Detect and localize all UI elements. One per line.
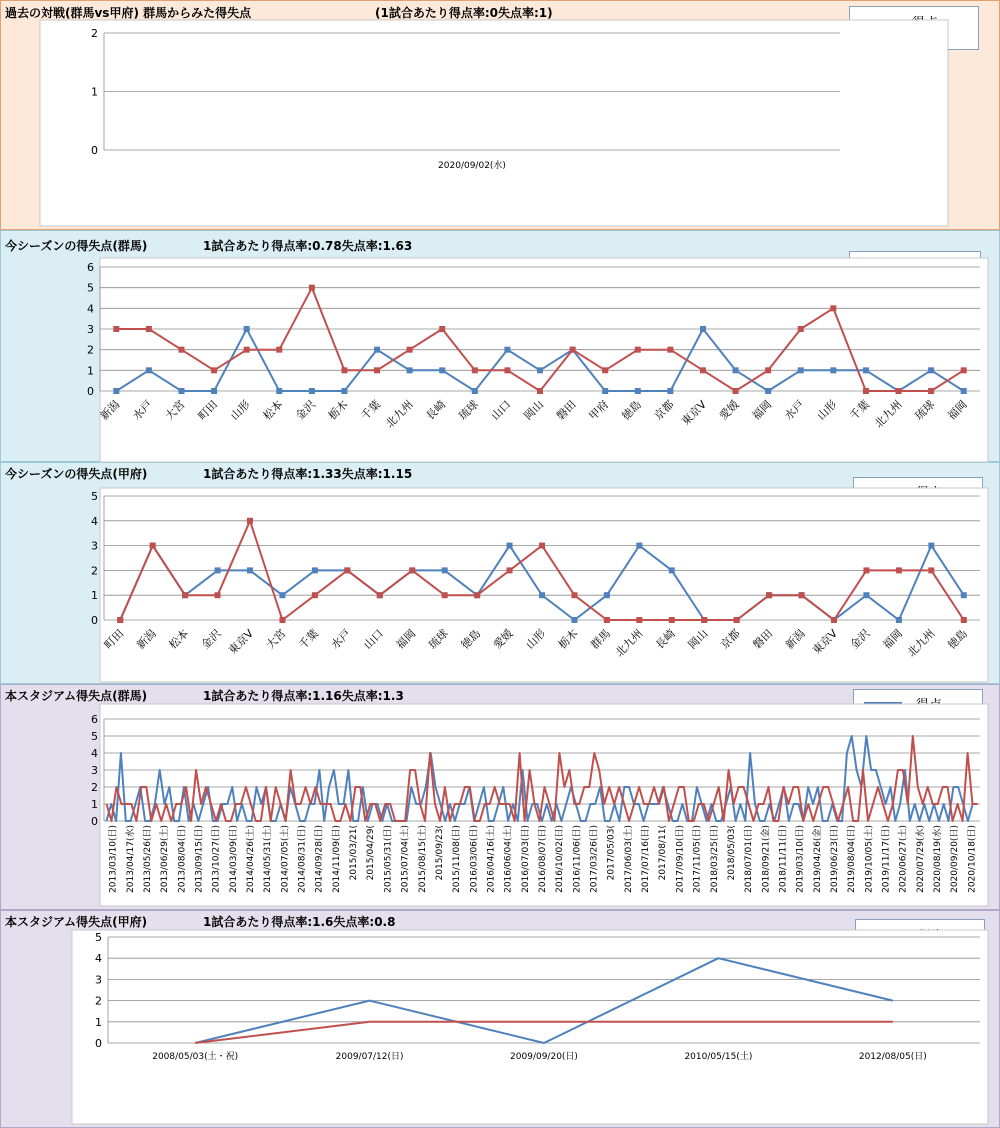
x-tick-label: 京都 bbox=[718, 626, 743, 652]
y-tick-label: 0 bbox=[91, 144, 98, 157]
x-tick-label: 愛媛 bbox=[490, 626, 516, 652]
x-tick-label: 2018/03/25(日) bbox=[709, 825, 720, 893]
data-point-score bbox=[309, 388, 315, 394]
x-tick-label: 岡山 bbox=[685, 626, 711, 652]
x-tick-label: 2017/05/03( bbox=[606, 825, 617, 881]
x-tick-label: 2013/03/10(日) bbox=[108, 825, 119, 893]
x-tick-label: 磐田 bbox=[750, 626, 776, 652]
x-tick-label: 北九州 bbox=[872, 397, 905, 431]
panel-title: 本スタジアム得失点(甲府) bbox=[5, 915, 148, 929]
x-tick-label: 山形 bbox=[814, 397, 840, 423]
x-tick-label: 2016/03/06(日) bbox=[469, 825, 480, 893]
data-point-concede bbox=[571, 592, 577, 598]
x-tick-label: 徳島 bbox=[458, 626, 484, 652]
chart-1 bbox=[87, 258, 988, 462]
data-point-score bbox=[407, 367, 413, 373]
x-tick-label: 北九州 bbox=[383, 397, 416, 431]
x-tick-label: 群馬 bbox=[588, 626, 614, 652]
data-point-concede bbox=[504, 367, 510, 373]
y-tick-label: 4 bbox=[87, 302, 94, 316]
data-point-concede bbox=[928, 567, 934, 573]
y-tick-label: 2 bbox=[95, 994, 102, 1008]
chart-2 bbox=[91, 488, 988, 682]
x-tick-label: 2016/10/02(日) bbox=[555, 825, 566, 893]
data-point-score bbox=[244, 326, 250, 332]
panel-rate: 1試合あたり得点率:0.78失点率:1.63 bbox=[203, 239, 413, 253]
x-tick-label: 千葉 bbox=[358, 397, 384, 423]
data-point-concede bbox=[961, 367, 967, 373]
x-tick-label: 2015/04/29( bbox=[366, 825, 377, 881]
data-point-score bbox=[896, 617, 902, 623]
data-point-concede bbox=[896, 567, 902, 573]
x-tick-label: 栃木 bbox=[555, 626, 581, 652]
data-point-score bbox=[604, 592, 610, 598]
x-tick-label: 2009/07/12(日) bbox=[335, 1052, 404, 1062]
data-point-score bbox=[178, 388, 184, 394]
y-tick-label: 0 bbox=[95, 1037, 102, 1050]
data-point-score bbox=[798, 367, 804, 373]
x-tick-label: 2009/09/20(日) bbox=[510, 1052, 578, 1062]
data-point-concede bbox=[215, 592, 221, 598]
data-point-concede bbox=[341, 367, 347, 373]
x-tick-label: 2015/07/04(土) bbox=[400, 825, 411, 893]
data-point-score bbox=[507, 543, 513, 549]
x-tick-label: 2012/08/05(日) bbox=[858, 1052, 927, 1062]
data-point-concede bbox=[442, 592, 448, 598]
y-tick-label: 5 bbox=[91, 490, 98, 503]
data-point-score bbox=[211, 388, 217, 394]
x-tick-label: 琉球 bbox=[456, 397, 481, 423]
data-point-score bbox=[537, 367, 543, 373]
data-point-concede bbox=[276, 347, 282, 353]
x-tick-label: 山形 bbox=[523, 626, 549, 652]
y-tick-label: 4 bbox=[95, 952, 102, 966]
data-point-score bbox=[539, 592, 545, 598]
y-tick-label: 0 bbox=[91, 614, 98, 627]
x-tick-label: 2015/11/08(日) bbox=[452, 825, 463, 893]
chart-4 bbox=[72, 930, 988, 1124]
data-point-concede bbox=[669, 617, 675, 623]
x-tick-label: 松本 bbox=[260, 397, 286, 423]
y-tick-label: 1 bbox=[95, 1015, 102, 1029]
x-tick-label: 2016/11/06(日) bbox=[572, 825, 583, 893]
x-tick-label: 琉球 bbox=[426, 626, 451, 652]
panel-rate: 1試合あたり得点率:1.6失点率:0.8 bbox=[203, 915, 396, 929]
data-point-score bbox=[276, 388, 282, 394]
x-tick-label: 徳島 bbox=[619, 397, 644, 423]
data-point-concede bbox=[766, 592, 772, 598]
x-tick-label: 2017/07/16(日) bbox=[641, 825, 652, 893]
x-tick-label: 福岡 bbox=[880, 626, 906, 652]
data-point-concede bbox=[117, 617, 123, 623]
data-point-concede bbox=[539, 543, 545, 549]
data-point-score bbox=[667, 388, 673, 394]
x-tick-label: 2020/07/29(水) bbox=[915, 825, 926, 893]
panel-title: 今シーズンの得失点(甲府) bbox=[5, 467, 148, 481]
x-tick-label: 2018/07/01(日) bbox=[744, 825, 755, 893]
y-tick-label: 4 bbox=[91, 747, 98, 760]
y-tick-label: 0 bbox=[87, 385, 94, 398]
y-tick-label: 2 bbox=[91, 27, 98, 40]
data-point-score bbox=[635, 388, 641, 394]
data-point-concede bbox=[831, 617, 837, 623]
x-tick-label: 2019/11/17(日) bbox=[881, 825, 892, 893]
y-tick-label: 3 bbox=[91, 539, 98, 553]
data-point-concede bbox=[507, 567, 513, 573]
data-point-concede bbox=[863, 567, 869, 573]
data-point-concede bbox=[146, 326, 152, 332]
y-tick-label: 1 bbox=[91, 85, 98, 99]
x-tick-label: 2018/11/11(日) bbox=[778, 825, 789, 893]
data-point-score bbox=[374, 347, 380, 353]
x-tick-label: 2014/08/31(日) bbox=[297, 825, 308, 893]
data-point-concede bbox=[604, 617, 610, 623]
data-point-concede bbox=[863, 388, 869, 394]
x-tick-label: 2014/03/09(日) bbox=[228, 825, 239, 893]
data-point-score bbox=[928, 543, 934, 549]
panel-rate: 1試合あたり得点率:1.16失点率:1.3 bbox=[203, 689, 404, 703]
y-tick-label: 1 bbox=[91, 798, 98, 811]
x-tick-label: 2020/09/20(日) bbox=[950, 825, 961, 893]
y-tick-label: 1 bbox=[91, 589, 98, 603]
data-point-concede bbox=[636, 617, 642, 623]
data-point-score bbox=[765, 388, 771, 394]
data-point-concede bbox=[211, 367, 217, 373]
x-tick-label: 徳島 bbox=[945, 626, 970, 652]
x-tick-label: 松本 bbox=[166, 626, 192, 652]
x-tick-label: 2018/05/03( bbox=[726, 825, 737, 881]
data-point-concede bbox=[701, 617, 707, 623]
data-point-concede bbox=[635, 347, 641, 353]
data-point-score bbox=[700, 326, 706, 332]
panel-title: 今シーズンの得失点(群馬) bbox=[5, 239, 148, 253]
data-point-concede bbox=[830, 305, 836, 311]
data-point-concede bbox=[734, 617, 740, 623]
data-point-concede bbox=[409, 567, 415, 573]
data-point-concede bbox=[472, 367, 478, 373]
x-tick-label: 2013/06/29(土) bbox=[160, 825, 171, 893]
data-point-concede bbox=[312, 592, 318, 598]
y-tick-label: 5 bbox=[95, 931, 102, 944]
data-point-score bbox=[636, 543, 642, 549]
data-point-concede bbox=[570, 347, 576, 353]
x-tick-label: 福岡 bbox=[393, 626, 419, 652]
data-point-concede bbox=[407, 347, 413, 353]
data-point-concede bbox=[928, 388, 934, 394]
y-tick-label: 6 bbox=[87, 261, 94, 274]
x-tick-label: 2013/04/17(水) bbox=[125, 825, 136, 893]
data-point-score bbox=[669, 567, 675, 573]
x-tick-label: 2015/08/15(土) bbox=[417, 825, 428, 893]
x-tick-label: 2016/08/07(日) bbox=[538, 825, 548, 893]
data-point-concede bbox=[244, 347, 250, 353]
y-tick-label: 0 bbox=[91, 815, 98, 828]
x-tick-label: 山形 bbox=[228, 397, 253, 423]
x-tick-label: 大宮 bbox=[162, 397, 188, 423]
x-tick-label: 2017/08/11( bbox=[658, 825, 669, 881]
data-point-concede bbox=[798, 326, 804, 332]
data-point-score bbox=[504, 347, 510, 353]
chart-3 bbox=[91, 704, 988, 906]
x-tick-label: 2010/05/15(土) bbox=[684, 1052, 753, 1062]
data-point-score bbox=[247, 567, 253, 573]
x-tick-label: 新潟 bbox=[134, 626, 159, 652]
data-point-concede bbox=[765, 367, 771, 373]
x-tick-label: 東京V bbox=[810, 626, 841, 658]
x-tick-label: 北九州 bbox=[612, 626, 646, 660]
x-tick-label: 2014/09/28(日) bbox=[314, 825, 325, 893]
data-point-concede bbox=[700, 367, 706, 373]
panel-title: 過去の対戦(群馬vs甲府) 群馬からみた得失点 bbox=[5, 6, 252, 20]
data-point-score bbox=[571, 617, 577, 623]
data-point-concede bbox=[150, 543, 156, 549]
x-tick-label: 2020/10/18(日) bbox=[967, 825, 978, 893]
data-point-score bbox=[146, 367, 152, 373]
data-point-concede bbox=[309, 285, 315, 291]
y-tick-label: 3 bbox=[91, 764, 98, 777]
x-tick-label: 2017/06/03(土) bbox=[623, 825, 634, 893]
x-tick-label: 2016/04/16(土) bbox=[486, 825, 497, 893]
x-tick-label: 2020/08/19(水) bbox=[933, 825, 944, 893]
x-tick-label: 京都 bbox=[651, 397, 677, 423]
data-point-score bbox=[928, 367, 934, 373]
x-tick-label: 長崎 bbox=[653, 626, 678, 652]
x-tick-label: 2018/09/21(金) bbox=[761, 825, 772, 893]
x-tick-label: 2013/10/27(日) bbox=[211, 825, 222, 893]
y-tick-label: 5 bbox=[87, 281, 94, 295]
y-tick-label: 2 bbox=[91, 564, 98, 578]
data-point-score bbox=[830, 367, 836, 373]
data-point-score bbox=[279, 592, 285, 598]
data-point-concede bbox=[377, 592, 383, 598]
x-tick-label: 金沢 bbox=[847, 626, 873, 652]
x-tick-label: 2013/08/04(日) bbox=[177, 825, 188, 893]
data-point-concede bbox=[896, 388, 902, 394]
data-point-score bbox=[442, 567, 448, 573]
x-tick-label: 水戸 bbox=[130, 397, 156, 423]
data-point-score bbox=[863, 367, 869, 373]
data-point-score bbox=[439, 367, 445, 373]
data-point-concede bbox=[667, 347, 673, 353]
data-point-concede bbox=[178, 347, 184, 353]
data-point-score bbox=[863, 592, 869, 598]
data-point-score bbox=[602, 388, 608, 394]
data-point-concede bbox=[474, 592, 480, 598]
y-tick-label: 2 bbox=[91, 781, 98, 794]
data-point-concede bbox=[344, 567, 350, 573]
x-tick-label: 2008/05/03(土・祝) bbox=[152, 1052, 239, 1062]
x-tick-label: 甲府 bbox=[586, 397, 612, 423]
x-tick-label: 岡山 bbox=[521, 397, 547, 423]
y-tick-label: 6 bbox=[91, 713, 98, 726]
x-tick-label: 2015/09/23( bbox=[434, 825, 445, 881]
data-point-concede bbox=[182, 592, 188, 598]
x-tick-label: 2014/05/31(土) bbox=[263, 825, 274, 893]
data-point-concede bbox=[602, 367, 608, 373]
x-tick-label: 栃木 bbox=[325, 397, 351, 423]
plot-area bbox=[72, 930, 988, 1124]
data-point-concede bbox=[439, 326, 445, 332]
x-tick-label: 福岡 bbox=[749, 397, 775, 423]
x-tick-label: 福岡 bbox=[945, 397, 970, 423]
x-tick-label: 2020/06/27(土) bbox=[898, 825, 909, 893]
x-tick-label: 2015/05/31(日) bbox=[383, 825, 394, 893]
data-point-concede bbox=[374, 367, 380, 373]
data-point-concede bbox=[113, 326, 119, 332]
plot-area bbox=[100, 258, 988, 462]
x-tick-label: 2015/03/21( bbox=[349, 825, 360, 881]
x-tick-label: 2017/09/10(日) bbox=[675, 825, 686, 893]
x-tick-label: 2019/03/10(日) bbox=[795, 825, 806, 893]
x-tick-label: 2016/06/04(土) bbox=[503, 825, 514, 893]
panel-rate: (1試合あたり得点率:0失点率:1) bbox=[375, 6, 553, 20]
data-point-score bbox=[961, 592, 967, 598]
data-point-concede bbox=[247, 518, 253, 524]
y-tick-label: 2 bbox=[87, 343, 94, 357]
x-tick-label: 水戸 bbox=[782, 397, 807, 423]
x-tick-label: 町田 bbox=[195, 397, 221, 423]
x-tick-label: 2019/06/23(日) bbox=[830, 825, 840, 893]
x-tick-label: 東京V bbox=[679, 397, 710, 429]
x-tick-label: 東京V bbox=[226, 626, 257, 658]
x-tick-label: 2017/03/26(日) bbox=[589, 825, 600, 893]
x-tick-label: 2014/07/05(土) bbox=[280, 825, 291, 893]
x-tick-label: 2020/09/02(水) bbox=[438, 161, 506, 171]
x-tick-label: 新潟 bbox=[97, 397, 123, 423]
data-point-concede bbox=[799, 592, 805, 598]
x-tick-label: 2019/10/05(土) bbox=[864, 825, 875, 893]
x-tick-label: 町田 bbox=[101, 626, 127, 652]
data-point-score bbox=[341, 388, 347, 394]
plot-area bbox=[40, 20, 948, 226]
x-tick-label: 北九州 bbox=[904, 626, 938, 660]
x-tick-label: 愛媛 bbox=[716, 397, 742, 423]
data-point-score bbox=[312, 567, 318, 573]
data-point-score bbox=[113, 388, 119, 394]
x-tick-label: 千葉 bbox=[847, 397, 873, 423]
x-tick-label: 2019/08/04(日) bbox=[847, 825, 858, 893]
y-tick-label: 1 bbox=[87, 364, 94, 378]
y-tick-label: 5 bbox=[91, 730, 98, 743]
x-tick-label: 千葉 bbox=[296, 626, 322, 652]
x-tick-label: 2013/09/15(日) bbox=[194, 825, 205, 893]
x-tick-label: 2019/04/26(金) bbox=[812, 825, 823, 893]
x-tick-label: 金沢 bbox=[198, 626, 224, 652]
x-tick-label: 新潟 bbox=[782, 626, 808, 652]
x-tick-label: 山口 bbox=[488, 397, 514, 423]
x-tick-label: 磐田 bbox=[553, 397, 579, 423]
x-tick-label: 2014/11/09(日) bbox=[331, 825, 342, 893]
x-tick-label: 金沢 bbox=[293, 397, 318, 423]
x-tick-label: 長崎 bbox=[423, 397, 449, 423]
x-tick-label: 大宮 bbox=[263, 626, 289, 652]
x-tick-label: 2014/04/26(土) bbox=[246, 825, 256, 893]
x-tick-label: 2016/07/03(日) bbox=[520, 825, 531, 893]
chart-0 bbox=[40, 20, 948, 226]
x-tick-label: 山口 bbox=[361, 626, 386, 652]
data-point-concede bbox=[279, 617, 285, 623]
x-tick-label: 2013/05/26(日) bbox=[142, 825, 153, 893]
data-point-score bbox=[961, 388, 967, 394]
y-tick-label: 4 bbox=[91, 514, 98, 528]
x-tick-label: 琉球 bbox=[912, 397, 938, 423]
panel-title: 本スタジアム得失点(群馬) bbox=[5, 689, 148, 703]
x-tick-label: 2017/11/05(日) bbox=[692, 825, 703, 893]
data-point-score bbox=[215, 567, 221, 573]
panel-rate: 1試合あたり得点率:1.33失点率:1.15 bbox=[203, 467, 413, 481]
data-point-score bbox=[472, 388, 478, 394]
data-point-concede bbox=[537, 388, 543, 394]
data-point-score bbox=[733, 367, 739, 373]
y-tick-label: 3 bbox=[95, 973, 102, 987]
y-tick-label: 3 bbox=[87, 323, 94, 336]
data-point-concede bbox=[733, 388, 739, 394]
data-point-concede bbox=[961, 617, 967, 623]
x-tick-label: 水戸 bbox=[328, 626, 354, 652]
